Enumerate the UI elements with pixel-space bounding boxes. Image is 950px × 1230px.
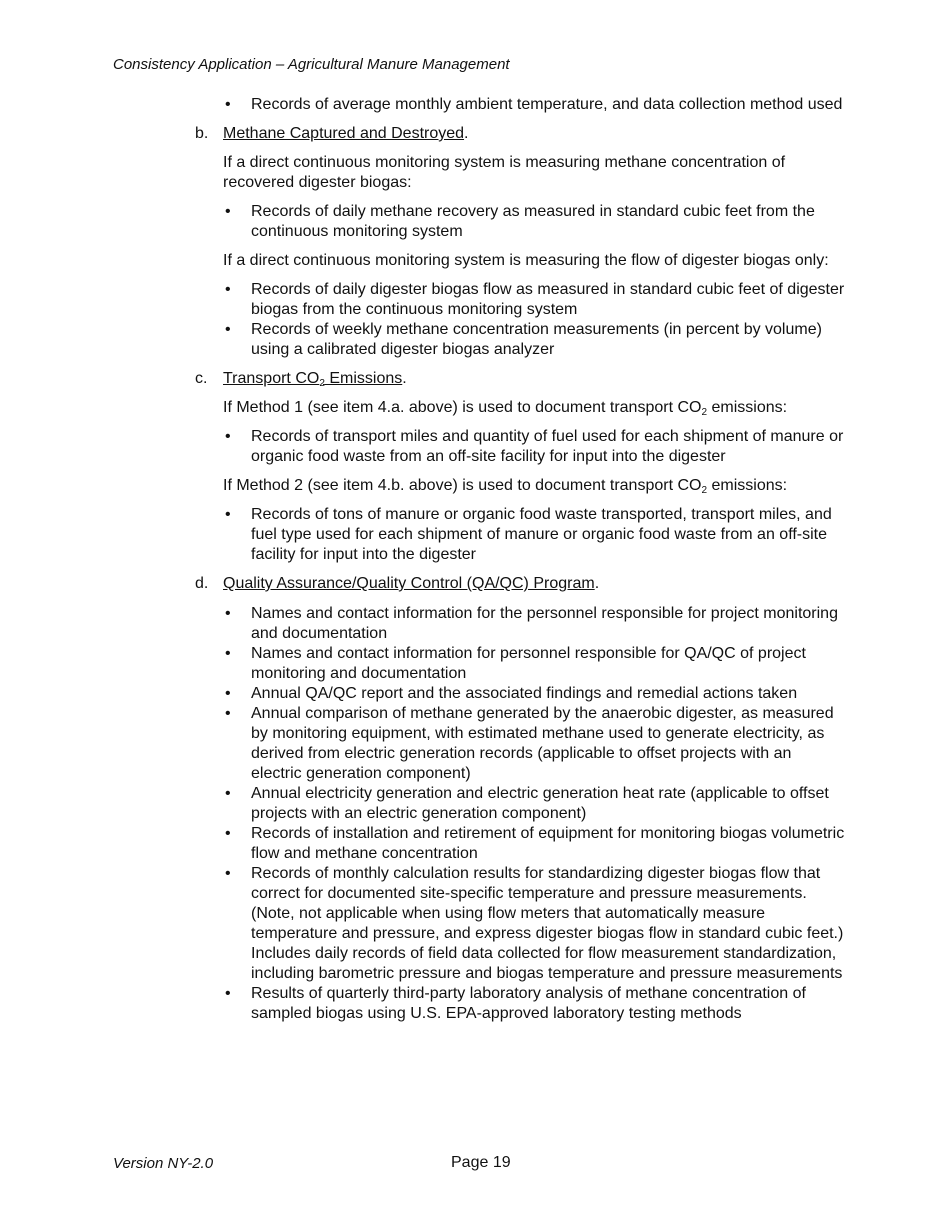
list-item: • Records of monthly calculation results for standardizing digester biogas flow that correct for documented site-specific temperature and pressure measurements. (Note, not applicable when using flow meters that automatically measure temperature and pressure, and express digester biogas flow in standard cubic feet.) Includes daily records of field data collected for flow measurement standardization, including barometric pressure and biogas temperature and pressure measurements bbox=[225, 864, 845, 984]
list-item: • Annual comparison of methane generated by the anaerobic digester, as measured by monitoring equipment, with estimated methane used to generate electricity, as derived from electric generation records (applicable to offset projects with an electric generation component) bbox=[225, 704, 845, 784]
list-item: • Annual electricity generation and electric generation heat rate (applicable to offset projects with an electric generation component) bbox=[225, 784, 845, 824]
paragraph bbox=[195, 398, 845, 418]
list-item: • Names and contact information for the personnel responsible for project monitoring and documentation bbox=[225, 604, 845, 644]
section-c-heading bbox=[195, 369, 845, 389]
section-b-heading bbox=[195, 124, 845, 144]
list-item: • Records of weekly methane concentration measurements (in percent by volume) using a calibrated digester biogas analyzer bbox=[225, 320, 845, 360]
section-title-punct: . bbox=[402, 370, 407, 387]
paragraph: If a direct continuous monitoring system is measuring methane concentration of recovered digester biogas: bbox=[223, 154, 786, 191]
paragraph-text: If Method 1 (see item 4.a. above) is used to document transport CO bbox=[223, 399, 702, 416]
section-letter: c. bbox=[195, 370, 208, 387]
paragraph-text: emissions: bbox=[707, 399, 788, 416]
document-body bbox=[195, 95, 845, 1024]
paragraph: If a direct continuous monitoring system is measuring the flow of digester biogas only: bbox=[223, 252, 829, 269]
list-item: • Records of transport miles and quantity of fuel used for each shipment of manure or organic food waste from an off-site facility for input into the digester bbox=[225, 427, 845, 467]
footer-version: Version NY-2.0 bbox=[113, 1155, 214, 1172]
section-title: Quality Assurance/Quality Control (QA/QC) Program bbox=[223, 575, 595, 592]
running-header: Consistency Application – Agricultural Manure Management bbox=[113, 56, 510, 73]
paragraph bbox=[195, 476, 845, 496]
list-item: • Records of daily methane recovery as measured in standard cubic feet from the continuous monitoring system bbox=[225, 202, 845, 242]
list-item: • Records of average monthly ambient temperature, and data collection method used bbox=[225, 95, 845, 115]
bullet-list bbox=[195, 604, 845, 1024]
section-title-punct: . bbox=[464, 125, 469, 142]
subscript: 2 bbox=[319, 378, 325, 389]
section-letter: d. bbox=[195, 575, 209, 592]
section-title-text: Emissions bbox=[324, 370, 403, 387]
bullet-list bbox=[195, 280, 845, 360]
list-item: • Results of quarterly third-party laboratory analysis of methane concentration of sampled biogas using U.S. EPA-approved laboratory testing methods bbox=[225, 984, 845, 1024]
list-item: • Records of daily digester biogas flow as measured in standard cubic feet of digester biogas from the continuous monitoring system bbox=[225, 280, 845, 320]
bullet-list bbox=[195, 427, 845, 467]
paragraph-text: emissions: bbox=[707, 477, 788, 494]
section-d-heading bbox=[195, 574, 845, 594]
list-item: • Names and contact information for personnel responsible for QA/QC of project monitoring and documentation bbox=[225, 644, 845, 684]
list-item: • Annual QA/QC report and the associated findings and remedial actions taken bbox=[225, 684, 845, 704]
bullet-list bbox=[195, 505, 845, 565]
section-letter: b. bbox=[195, 125, 209, 142]
paragraph-text: If Method 2 (see item 4.b. above) is used to document transport CO bbox=[223, 477, 702, 494]
list-item: • Records of tons of manure or organic food waste transported, transport miles, and fuel type used for each shipment of manure or organic food waste from an off-site facility for input into the digester bbox=[225, 505, 845, 565]
section-title-text: Transport CO bbox=[223, 370, 320, 387]
page-number: Page 19 bbox=[451, 1154, 511, 1171]
section-title: Methane Captured and Destroyed bbox=[223, 125, 465, 142]
section-title bbox=[223, 370, 402, 387]
bullet-list bbox=[195, 202, 845, 242]
top-bullet-list bbox=[195, 95, 845, 115]
subscript: 2 bbox=[701, 485, 708, 496]
list-item: • Records of installation and retirement of equipment for monitoring biogas volumetric flow and methane concentration bbox=[225, 824, 845, 864]
section-title-punct: . bbox=[594, 575, 600, 592]
subscript: 2 bbox=[701, 407, 708, 418]
